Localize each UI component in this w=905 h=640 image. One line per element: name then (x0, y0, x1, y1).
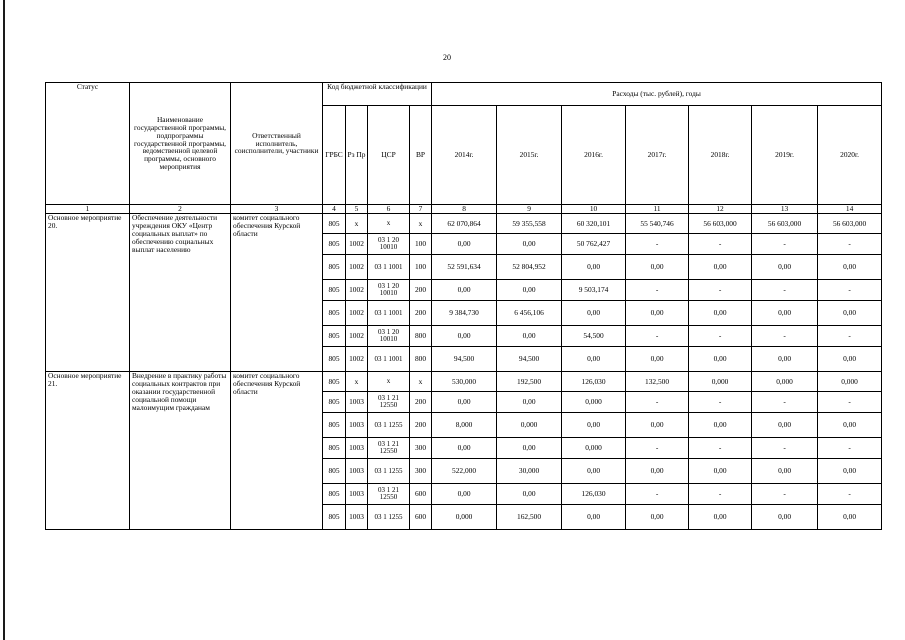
expense-value: 0,00 (497, 326, 562, 347)
expense-value: 59 355,558 (497, 214, 562, 234)
expense-value: - (752, 234, 818, 255)
expense-value: 0,00 (497, 484, 562, 505)
expense-value: 0,00 (626, 413, 689, 438)
rzpr-cell: 1002 (346, 347, 368, 372)
grbs-cell: 805 (323, 347, 346, 372)
expense-value: 0,00 (818, 301, 882, 326)
rzpr-cell: х (346, 214, 368, 234)
column-number: 7 (410, 205, 432, 214)
expense-value: 0,00 (752, 347, 818, 372)
expense-value: 126,030 (562, 372, 626, 392)
expense-value: - (626, 326, 689, 347)
expense-value: 52 804,952 (497, 255, 562, 280)
expense-value: 0,00 (562, 255, 626, 280)
expense-value: - (818, 484, 882, 505)
csr-cell: 03 1 20 10010 (368, 234, 410, 255)
expense-value: 0,00 (497, 438, 562, 459)
expense-value: 0,00 (562, 413, 626, 438)
activity-executor: комитет социального обеспечения Курской области (231, 372, 323, 530)
csr-cell: 03 1 21 12550 (368, 438, 410, 459)
column-number: 5 (346, 205, 368, 214)
column-number: 2 (130, 205, 231, 214)
csr-cell: 03 1 1255 (368, 505, 410, 530)
expense-value: 9 503,174 (562, 280, 626, 301)
header-grbs: ГРБС (323, 106, 346, 205)
rzpr-cell: 1003 (346, 438, 368, 459)
rzpr-cell: 1003 (346, 459, 368, 484)
expense-value: 0,00 (432, 280, 497, 301)
rzpr-cell: 1002 (346, 234, 368, 255)
expense-value: 56 603,000 (689, 214, 752, 234)
expense-value: - (818, 326, 882, 347)
vr-cell: х (410, 214, 432, 234)
expense-value: 0,00 (689, 505, 752, 530)
expense-value: - (752, 326, 818, 347)
expense-value: 0,00 (689, 413, 752, 438)
column-number-row (46, 205, 882, 214)
grbs-cell: 805 (323, 372, 346, 392)
expense-value: - (626, 438, 689, 459)
grbs-cell: 805 (323, 392, 346, 413)
vr-cell: 100 (410, 234, 432, 255)
table-row (46, 372, 882, 392)
rzpr-cell: 1003 (346, 392, 368, 413)
csr-cell: 03 1 1001 (368, 301, 410, 326)
expense-value: - (689, 392, 752, 413)
header-year: 2019г. (752, 106, 818, 205)
expense-value: - (626, 280, 689, 301)
expense-value: 0,00 (752, 255, 818, 280)
csr-cell: 03 1 20 10010 (368, 326, 410, 347)
expense-value: 162,500 (497, 505, 562, 530)
expense-value: 0,00 (818, 505, 882, 530)
header-executor: Ответственный исполнитель, соисполнители, участники (231, 83, 323, 205)
expense-value: - (818, 438, 882, 459)
expense-value: 6 456,106 (497, 301, 562, 326)
grbs-cell: 805 (323, 484, 346, 505)
rzpr-cell: 1003 (346, 413, 368, 438)
column-number: 12 (689, 205, 752, 214)
expense-value: 0,00 (626, 459, 689, 484)
expense-value: 0,00 (752, 505, 818, 530)
expense-value: 132,500 (626, 372, 689, 392)
csr-cell: 03 1 1001 (368, 347, 410, 372)
header-csr: ЦСР (368, 106, 410, 205)
expense-value: 56 603,000 (818, 214, 882, 234)
csr-cell: 03 1 21 12550 (368, 392, 410, 413)
expense-value: 0,00 (626, 347, 689, 372)
expense-value: 0,00 (818, 459, 882, 484)
table-row (46, 214, 882, 234)
header-year: 2015г. (497, 106, 562, 205)
page-edge-line (3, 0, 5, 640)
column-number: 14 (818, 205, 882, 214)
expense-value: 94,500 (432, 347, 497, 372)
vr-cell: 200 (410, 392, 432, 413)
grbs-cell: 805 (323, 255, 346, 280)
header-name: Наименование государственной программы, подпрограммы государственной программы, ведомственной целевой программы, основного мероприятия (130, 83, 231, 205)
vr-cell: 200 (410, 301, 432, 326)
expense-value: 0,000 (562, 438, 626, 459)
expense-value: 50 762,427 (562, 234, 626, 255)
expense-value: 0,000 (689, 372, 752, 392)
column-number: 1 (46, 205, 130, 214)
expense-value: 0,00 (752, 413, 818, 438)
expense-value: 0,00 (689, 347, 752, 372)
expense-value: 0,00 (689, 301, 752, 326)
expense-value: 0,00 (626, 301, 689, 326)
vr-cell: 100 (410, 255, 432, 280)
csr-cell: х (368, 214, 410, 234)
activity-status: Основное мероприятие 20. (46, 214, 130, 372)
activity-status: Основное мероприятие 21. (46, 372, 130, 530)
header-year: 2018г. (689, 106, 752, 205)
rzpr-cell: 1002 (346, 255, 368, 280)
expense-value: 56 603,000 (752, 214, 818, 234)
header-status: Статус (46, 83, 130, 205)
column-number: 9 (497, 205, 562, 214)
expense-value: - (689, 234, 752, 255)
vr-cell: 300 (410, 438, 432, 459)
expense-value: 30,000 (497, 459, 562, 484)
rzpr-cell: 1003 (346, 505, 368, 530)
expense-value: - (689, 326, 752, 347)
header-year: 2017г. (626, 106, 689, 205)
expense-value: 192,500 (497, 372, 562, 392)
expense-value: 0,000 (752, 372, 818, 392)
grbs-cell: 805 (323, 280, 346, 301)
page-number: 20 (443, 53, 451, 62)
expense-value: 0,00 (497, 280, 562, 301)
expense-value: 0,00 (562, 347, 626, 372)
expense-value: 0,00 (497, 234, 562, 255)
header-vr: ВР (410, 106, 432, 205)
header-year: 2016г. (562, 106, 626, 205)
grbs-cell: 805 (323, 505, 346, 530)
grbs-cell: 805 (323, 438, 346, 459)
header-year: 2014г. (432, 106, 497, 205)
csr-cell: 03 1 20 10010 (368, 280, 410, 301)
expense-value: 0,00 (432, 484, 497, 505)
vr-cell: 800 (410, 326, 432, 347)
grbs-cell: 805 (323, 234, 346, 255)
column-number: 4 (323, 205, 346, 214)
expense-value: 9 384,730 (432, 301, 497, 326)
activity-executor: комитет социального обеспечения Курской области (231, 214, 323, 372)
expense-value: - (818, 392, 882, 413)
activity-name: Обеспечение деятельности учреждения ОКУ «Центр социальных выплат» по обеспечению социальных выплат населению (130, 214, 231, 372)
column-number: 6 (368, 205, 410, 214)
expense-value: 0,00 (432, 234, 497, 255)
vr-cell: 800 (410, 347, 432, 372)
column-number: 10 (562, 205, 626, 214)
expense-value: - (626, 484, 689, 505)
expense-value: 0,000 (818, 372, 882, 392)
expense-value: - (689, 280, 752, 301)
rzpr-cell: 1002 (346, 326, 368, 347)
expense-value: 0,000 (432, 505, 497, 530)
expense-value: - (689, 484, 752, 505)
activity-name: Внедрение в практику работы социальных контрактов при оказании государственной социальной помощи малоимущим гражданам (130, 372, 231, 530)
expense-value: 0,00 (432, 392, 497, 413)
expense-value: - (818, 280, 882, 301)
expense-value: - (689, 438, 752, 459)
expense-value: - (626, 234, 689, 255)
expense-value: 0,00 (562, 301, 626, 326)
expense-value: 54,500 (562, 326, 626, 347)
grbs-cell: 805 (323, 301, 346, 326)
vr-cell: 600 (410, 505, 432, 530)
expense-value: 0,00 (497, 392, 562, 413)
rzpr-cell: 1002 (346, 280, 368, 301)
expense-value: 8,000 (432, 413, 497, 438)
grbs-cell: 805 (323, 214, 346, 234)
column-number: 11 (626, 205, 689, 214)
expense-value: 0,000 (562, 392, 626, 413)
rzpr-cell: 1003 (346, 484, 368, 505)
expense-value: 0,000 (497, 413, 562, 438)
expense-value: 62 070,864 (432, 214, 497, 234)
grbs-cell: 805 (323, 459, 346, 484)
expense-value: - (626, 392, 689, 413)
expense-value: 0,00 (562, 459, 626, 484)
header-rzpr: Рз Пр (346, 106, 368, 205)
expense-value: 126,030 (562, 484, 626, 505)
expense-value: 530,000 (432, 372, 497, 392)
expense-value: 0,00 (689, 459, 752, 484)
column-number: 3 (231, 205, 323, 214)
header-budget-code: Код бюджетной классификации (323, 83, 432, 106)
expense-value: 0,00 (752, 459, 818, 484)
expense-value: 52 591,634 (432, 255, 497, 280)
expense-value: - (752, 392, 818, 413)
expense-value: - (752, 280, 818, 301)
vr-cell: 200 (410, 280, 432, 301)
expense-value: 0,00 (626, 255, 689, 280)
expense-value: - (818, 234, 882, 255)
grbs-cell: 805 (323, 326, 346, 347)
expense-value: 55 540,746 (626, 214, 689, 234)
vr-cell: 200 (410, 413, 432, 438)
csr-cell: х (368, 372, 410, 392)
expense-value: 94,500 (497, 347, 562, 372)
expense-value: - (752, 484, 818, 505)
expense-value: 0,00 (432, 326, 497, 347)
grbs-cell: 805 (323, 413, 346, 438)
header-year: 2020г. (818, 106, 882, 205)
csr-cell: 03 1 1001 (368, 255, 410, 280)
expense-value: 0,00 (562, 505, 626, 530)
expense-value: 0,00 (432, 438, 497, 459)
expense-value: 0,00 (752, 301, 818, 326)
csr-cell: 03 1 21 12550 (368, 484, 410, 505)
rzpr-cell: х (346, 372, 368, 392)
rzpr-cell: 1002 (346, 301, 368, 326)
expense-value: 0,00 (689, 255, 752, 280)
column-number: 13 (752, 205, 818, 214)
expense-value: 0,00 (818, 347, 882, 372)
csr-cell: 03 1 1255 (368, 413, 410, 438)
expense-value: 0,00 (626, 505, 689, 530)
expense-value: 0,00 (818, 413, 882, 438)
expense-value: 522,000 (432, 459, 497, 484)
header-expenses: Расходы (тыс. рублей), годы (432, 83, 882, 106)
vr-cell: 600 (410, 484, 432, 505)
expense-value: 60 320,101 (562, 214, 626, 234)
vr-cell: х (410, 372, 432, 392)
expense-value: 0,00 (818, 255, 882, 280)
budget-table (45, 82, 882, 530)
csr-cell: 03 1 1255 (368, 459, 410, 484)
expense-value: - (752, 438, 818, 459)
vr-cell: 300 (410, 459, 432, 484)
header-row-top (46, 83, 882, 106)
column-number: 8 (432, 205, 497, 214)
